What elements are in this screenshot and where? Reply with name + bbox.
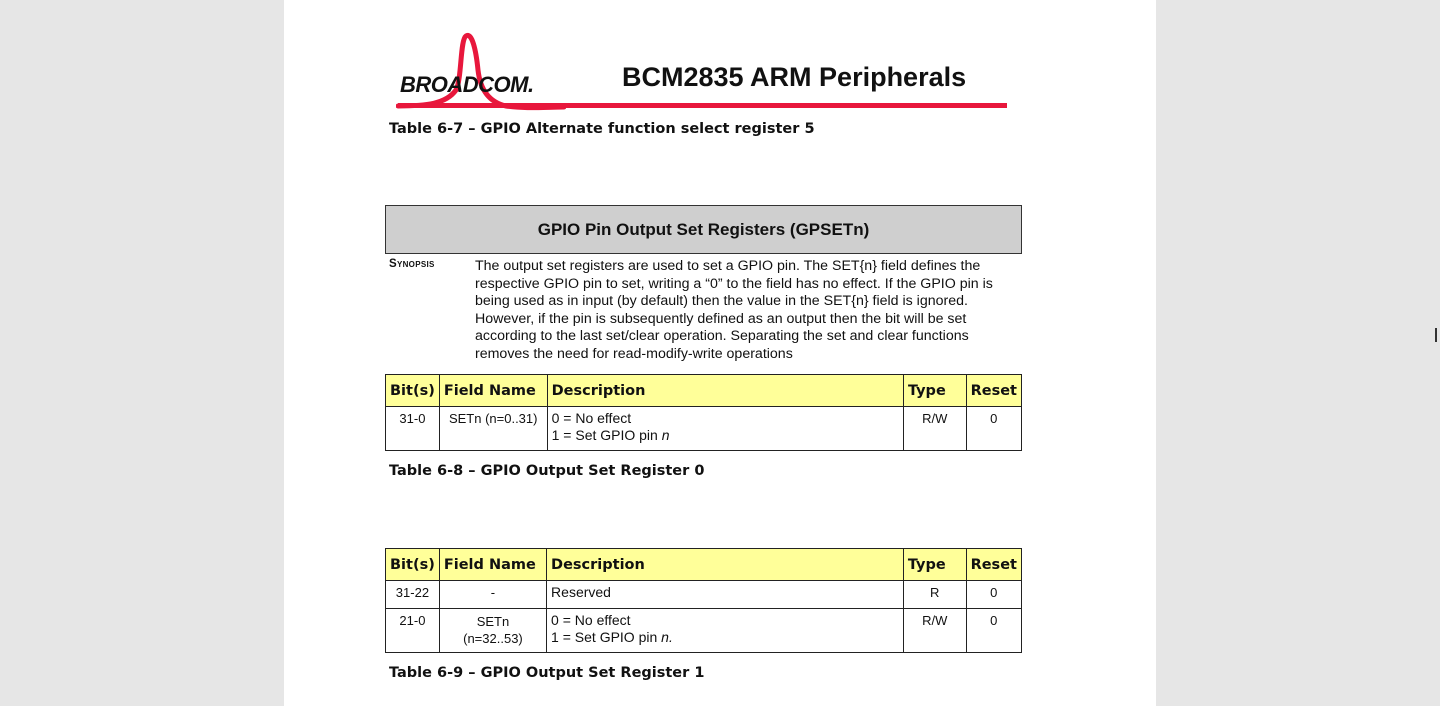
- header-description: Description: [547, 375, 903, 407]
- field-name-line: (n=32..53): [463, 631, 523, 646]
- header-field-name: Field Name: [439, 375, 547, 407]
- cell-bits: 21-0: [386, 609, 440, 653]
- cell-type: R/W: [903, 609, 966, 653]
- cell-description: [547, 407, 903, 451]
- broadcom-wave-icon: [396, 30, 566, 112]
- desc-line: [552, 427, 899, 444]
- synopsis-text: The output set registers are used to set a GPIO pin. The SET{n} field defines the respective GPIO pin to set, writing a “0” to the field has no effect. If the GPIO pin is being used as in input (by default) then the value in the SET{n} field is ignored. However, if the pin is subsequently defined as an output then the bit will be set according to the last set/clear operation. Separating the set and clear functions removes the need for read-modify-write operations: [475, 258, 993, 362]
- cell-reset: 0: [966, 609, 1021, 653]
- document-title: BCM2835 ARM Peripherals: [622, 62, 967, 92]
- caption-table-6-7: Table 6-7 – GPIO Alternate function select register 5: [389, 121, 815, 137]
- cell-bits: 31-0: [386, 407, 440, 451]
- broadcom-logo: [396, 30, 566, 112]
- table-row: [386, 581, 1022, 609]
- document-page: [284, 0, 1156, 706]
- desc-italic: n: [661, 427, 670, 443]
- desc-text: 1 = Set GPIO pin: [551, 629, 662, 645]
- cell-description: [547, 609, 904, 653]
- caption-table-6-8: Table 6-8 – GPIO Output Set Register 0: [389, 463, 705, 479]
- desc-line: 0 = No effect: [551, 612, 631, 628]
- header-bits: Bit(s): [386, 549, 440, 581]
- header-reset: Reset: [966, 375, 1021, 407]
- register-title: GPIO Pin Output Set Registers (GPSETn): [385, 205, 1022, 254]
- header-field-name: Field Name: [439, 549, 546, 581]
- caption-table-6-9: Table 6-9 – GPIO Output Set Register 1: [389, 665, 705, 681]
- desc-italic: n.: [661, 629, 673, 645]
- cell-field-name: SETn (n=0..31): [439, 407, 547, 451]
- desc-line: 0 = No effect: [551, 410, 632, 426]
- desc-line: Reserved: [551, 584, 611, 600]
- field-name-line: SETn: [476, 614, 510, 629]
- header-rule: [398, 103, 1007, 108]
- synopsis-label: Synopsis: [389, 258, 435, 270]
- logo-wordmark: BROADCOM.: [400, 72, 534, 97]
- header-reset: Reset: [966, 549, 1021, 581]
- desc-line: [551, 629, 899, 646]
- cell-type: R/W: [903, 407, 966, 451]
- cell-field-name: [439, 609, 546, 653]
- register-table-0: [385, 374, 1022, 451]
- table-row: [386, 407, 1022, 451]
- register-table-1: [385, 548, 1022, 653]
- header-type: Type: [903, 549, 966, 581]
- header-description: Description: [547, 549, 904, 581]
- cell-reset: 0: [966, 581, 1021, 609]
- header-bits: Bit(s): [386, 375, 440, 407]
- table-header-row: [386, 375, 1022, 407]
- cell-description: [547, 581, 904, 609]
- text-cursor-icon: [1435, 328, 1437, 342]
- table-header-row: [386, 549, 1022, 581]
- desc-text: 1 = Set GPIO pin: [551, 427, 662, 443]
- cell-type: R: [903, 581, 966, 609]
- cell-field-name: -: [439, 581, 546, 609]
- table-row: [386, 609, 1022, 653]
- header-type: Type: [903, 375, 966, 407]
- cell-reset: 0: [966, 407, 1021, 451]
- cell-bits: 31-22: [386, 581, 440, 609]
